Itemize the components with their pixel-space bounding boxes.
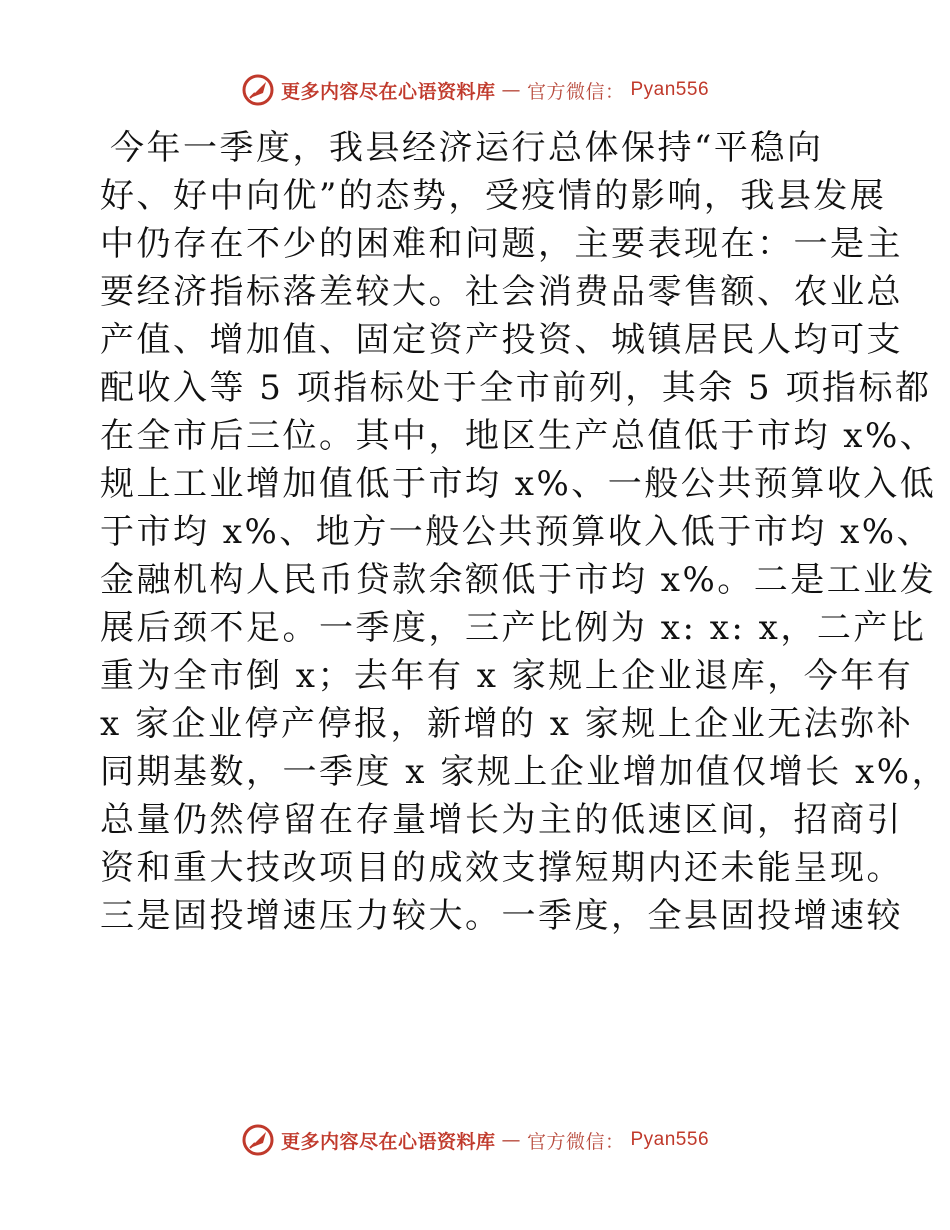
text-line: 于市均 x%、地方一般公共预算收入低于市均 x%、 [100,512,934,552]
banner-wechat-id: Pyan556 [630,79,710,100]
text-line: 配收入等 5 项指标处于全市前列，其余 5 项指标都 [100,368,932,408]
text-line: 产值、增加值、固定资产投资、城镇居民人均可支 [100,320,903,360]
text-line: 同期基数，一季度 x 家规上企业增加值仅增长 x%， [100,752,949,792]
footer-banner [0,1120,950,1160]
text-line: 要经济指标落差较大。社会消费品零售额、农业总 [100,272,903,312]
text-line: 重为全市倒 x；去年有 x 家规上企业退库，今年有 [100,656,914,696]
text-line: 资和重大技改项目的成效支撑短期内还未能呈现。 [100,848,903,888]
banner-wechat-label: 官方微信： [526,1130,625,1153]
text-line: 金融机构人民币贷款余额低于市均 x%。二是工业发 [100,560,937,600]
text-line: 好、好中向优”的态势，受疫情的影响，我县发展 [100,176,887,216]
text-line: 总量仍然停留在存量增长为主的低速区间，招商引 [100,800,903,840]
text-line: 规上工业增加值低于市均 x%、一般公共预算收入低 [100,464,937,504]
banner-main-text: 更多内容尽在心语资料库 [280,80,496,103]
banner-separator: — [501,79,521,101]
banner-separator: — [501,1129,521,1151]
text-line: x 家企业停产停报，新增的 x 家规上企业无法弥补 [100,704,914,744]
banner-main-text: 更多内容尽在心语资料库 [280,1130,496,1153]
quill-logo-icon [241,1123,275,1157]
text-line: 今年一季度，我县经济运行总体保持“平稳向 [110,128,824,168]
quill-logo-icon [241,73,275,107]
text-line: 在全市后三位。其中，地区生产总值低于市均 x%、 [100,416,937,456]
text-line: 展后颈不足。一季度，三产比例为 x: x: x，二产比 [100,608,927,648]
banner-wechat-id: Pyan556 [630,1129,710,1150]
banner-wechat-label: 官方微信： [526,80,625,103]
text-line: 三是固投增速压力较大。一季度，全县固投增速较 [100,896,903,936]
header-banner [0,70,950,110]
text-line: 中仍存在不少的困难和问题，主要表现在：一是主 [100,224,903,264]
body-paragraph [100,124,949,940]
